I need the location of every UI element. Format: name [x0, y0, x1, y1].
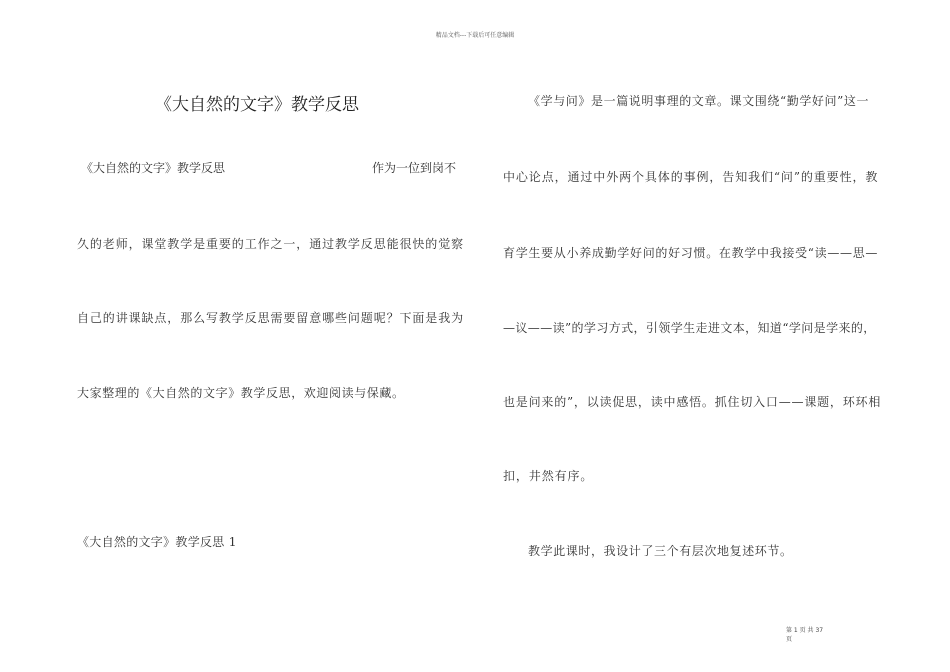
intro-line-2: 久的老师，课堂教学是重要的工作之一，通过教学反思能很快的觉察 [77, 237, 465, 251]
body-line-2: 中心论点，通过中外两个具体的事例，告知我们“问”的重要性，教 [503, 170, 879, 184]
page-header: 精品文档---下载后可任意编辑 [435, 32, 515, 39]
page-number-line-1: 第 1 页 共 37 [786, 627, 824, 634]
body-line-7: 教学此课时，我设计了三个有层次地复述环节。 [528, 544, 793, 558]
body-line-4: —议——读”的学习方式，引领学生走进文本，知道“学问是学来的， [503, 321, 876, 335]
intro-line-1-right: 作为一位到岗不 [372, 161, 457, 175]
body-line-1: 《学与问》是一篇说明事理的文章。课文围绕“勤学好问”这一 [528, 94, 870, 108]
body-line-3: 育学生要从小养成勤学好问的好习惯。在教学中我接受“读——思— [503, 246, 879, 260]
intro-line-1-left: 《大自然的文字》教学反思 [81, 161, 226, 175]
page-number-line-2: 页 [786, 636, 793, 643]
body-line-6: 扣，井然有序。 [503, 469, 594, 483]
document-title: 《大自然的文字》教学反思 [155, 95, 359, 115]
section-subheading: 《大自然的文字》教学反思 1 [77, 535, 237, 549]
body-line-5: 也是问来的”，以读促思，读中感悟。抓住切入口——课题，环环相 [503, 395, 882, 409]
page-number [786, 626, 826, 644]
intro-line-4: 大家整理的《大自然的文字》教学反思，欢迎阅读与保藏。 [77, 386, 405, 400]
intro-line-3: 自己的讲课缺点，那么写教学反思需要留意哪些问题呢？下面是我为 [77, 311, 465, 325]
